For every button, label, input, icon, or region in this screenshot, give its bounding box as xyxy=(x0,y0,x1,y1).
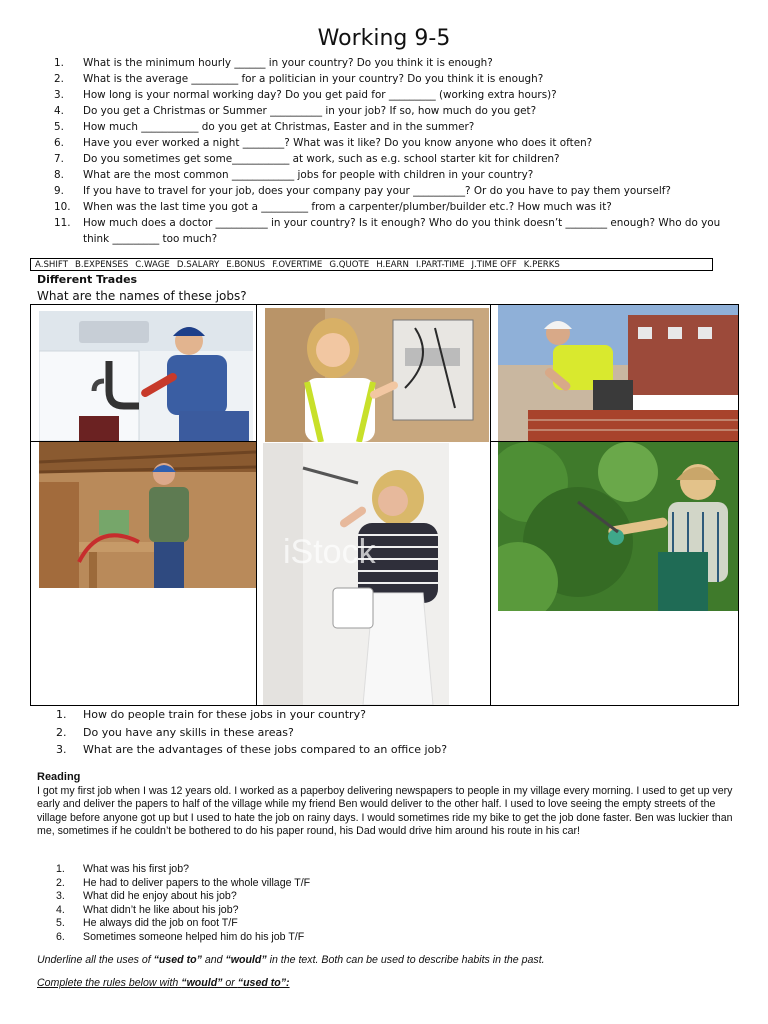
word-bank-item: B.EXPENSES xyxy=(74,260,129,270)
plumber-photo xyxy=(39,311,253,441)
section-subheading: What are the names of these jobs? xyxy=(37,289,247,303)
list-item: 2. What is the average _________ for a politician in your country? Do you think it is enough? xyxy=(54,73,544,85)
electrician-photo xyxy=(265,308,489,442)
list-item: 2. He had to deliver papers to the whole village T/F xyxy=(56,876,311,889)
list-item: 11. How much does a doctor __________ in your country? Is it enough? Who do you think doesn’t ________ enough? Who do you think _________ too much? xyxy=(54,217,721,245)
reading-questions xyxy=(56,863,310,945)
list-item: 6. Sometimes someone helped him do his job T/F xyxy=(56,930,305,943)
list-item: 4. Do you get a Christmas or Summer __________ in your job? If so, how much do you get? xyxy=(54,105,537,117)
list-item: 7. Do you sometimes get some___________ at work, such as e.g. school starter kit for children? xyxy=(54,153,560,165)
list-item: 5. How much ___________ do you get at Christmas, Easter and in the summer? xyxy=(54,121,475,133)
word-bank-item: G.QUOTE xyxy=(329,260,370,270)
grammar-instruction: Underline all the uses of “used to” and “would” in the text. Both can be used to describe habits in the past. xyxy=(37,954,545,966)
word-bank-item: I.PART-TIME xyxy=(415,260,465,270)
grid-divider xyxy=(256,305,257,705)
list-item: 8. What are the most common ____________ jobs for people with children in your country? xyxy=(54,169,534,181)
page-title: Working 9-5 xyxy=(317,26,451,51)
photo-grid xyxy=(30,304,739,706)
list-item: 9. If you have to travel for your job, does your company pay your __________? Or do you have to pay them yourself? xyxy=(54,185,671,197)
istock-watermark: iStock xyxy=(283,533,376,571)
list-item: 4. What didn’t he like about his job? xyxy=(56,903,239,916)
list-item: 1. What was his first job? xyxy=(56,863,189,875)
list-item: 3. What are the advantages of these jobs compared to an office job? xyxy=(56,743,448,756)
word-bank-item: A.SHIFT xyxy=(35,260,68,270)
gardener-photo xyxy=(498,442,738,611)
word-bank-item: K.PERKS xyxy=(523,260,560,270)
grid-divider xyxy=(490,305,491,705)
carpenter-photo xyxy=(39,442,256,588)
reading-heading: Reading xyxy=(37,771,81,783)
complete-rules-instruction: Complete the rules below with “would” or “used to”: xyxy=(37,977,290,989)
vocabulary-questions xyxy=(54,55,724,247)
word-bank xyxy=(30,258,713,271)
list-item: 5. He always did the job on foot T/F xyxy=(56,917,238,930)
word-bank-item: E.BONUS xyxy=(226,260,266,270)
list-item: 3. What did he enjoy about his job? xyxy=(56,890,237,903)
list-item: 1. What is the minimum hourly ______ in your country? Do you think it is enough? xyxy=(54,57,493,69)
list-item: 2. Do you have any skills in these areas? xyxy=(56,725,294,739)
reading-passage: I got my first job when I was 12 years old. I worked as a paperboy delivering newspapers to people in my village every morning. I used to get up very early and deliver the papers to half of the village while my friend Ben would deliver to the other half. I used to love seeing the empty streets of the village before anyone got up but I used to hate the job on rainy days. I would sometimes ride my bike to get the job done faster. Ben was luckier than me, sometimes if he couldn’t be bothered to do his paper round, his Dad would drive him around his route in his car! xyxy=(37,785,733,838)
word-bank-item: F.OVERTIME xyxy=(272,260,323,270)
word-bank-item: C.WAGE xyxy=(135,260,170,270)
list-item: 6. Have you ever worked a night ________? What was it like? Do you know anyone who does it often? xyxy=(54,137,593,149)
list-item: 3. How long is your normal working day? Do you get paid for _________ (working extra hours)? xyxy=(54,89,557,101)
section-heading-trades: Different Trades xyxy=(37,273,138,286)
painter-photo xyxy=(263,443,449,705)
discussion-questions xyxy=(56,706,447,759)
list-item: 10. When was the last time you got a _________ from a carpenter/plumber/builder etc.? How much was it? xyxy=(54,201,612,213)
word-bank-item: D.SALARY xyxy=(176,260,220,270)
word-bank-item: H.EARN xyxy=(376,260,409,270)
list-item: 1. How do people train for these jobs in your country? xyxy=(56,708,366,721)
word-bank-item: J.TIME OFF xyxy=(471,260,517,270)
bricklayer-photo xyxy=(498,305,738,441)
